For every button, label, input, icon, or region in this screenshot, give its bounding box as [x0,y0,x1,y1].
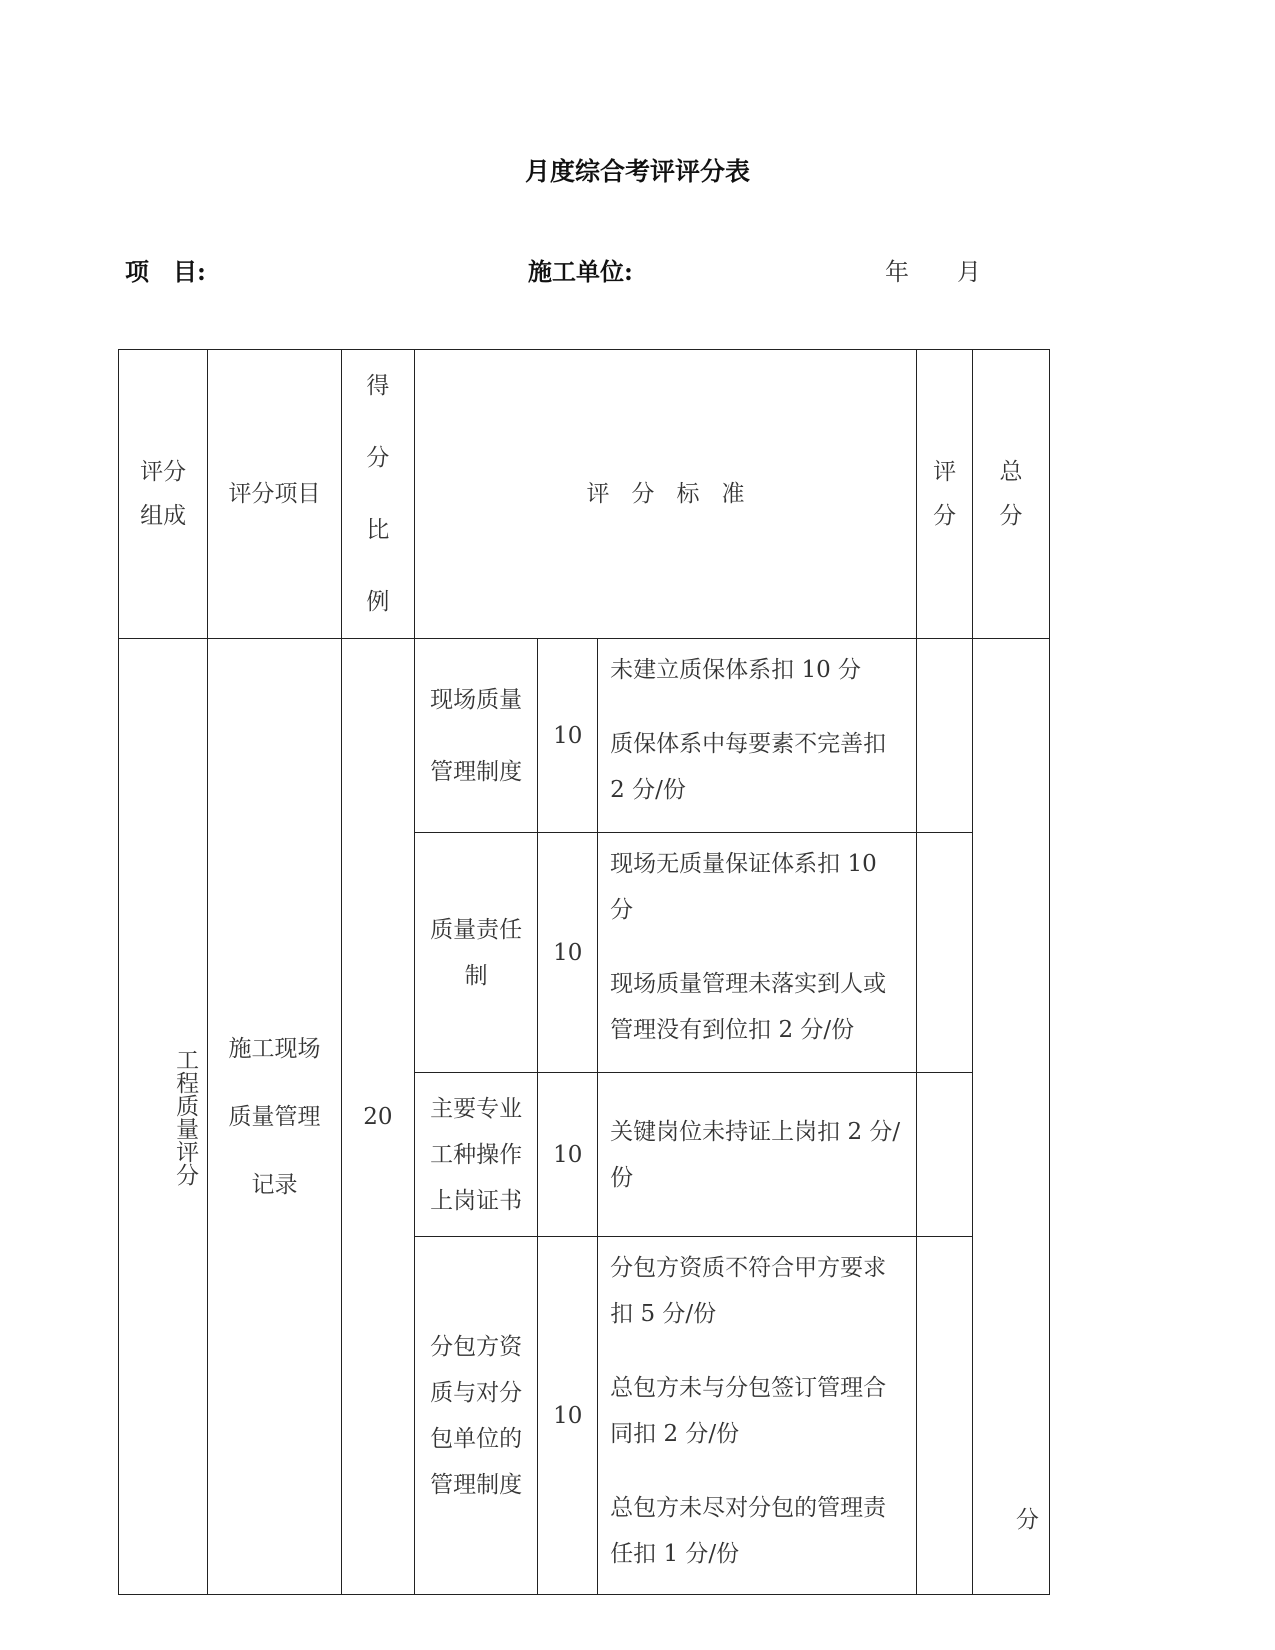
criterion-text: 总包方未与分包签订管理合同扣 2 分/份 [610,1375,887,1447]
sub-item-name: 现场质量管理制度 [414,639,538,833]
criteria-cell [598,833,917,1073]
table-row [119,639,1050,833]
composition-cell [119,639,208,1595]
month-label: 月 [957,258,981,286]
score-table [118,349,1050,1595]
criteria-cell [598,1073,917,1237]
sub-item-name: 分包方资质与对分包单位的管理制度 [414,1237,538,1595]
score-input-cell[interactable] [917,1073,973,1237]
header-ratio: 得分比例 [341,350,414,639]
sub-item-points: 10 [538,639,598,833]
sub-item-name: 主要专业工种操作上岗证书 [414,1073,538,1237]
header-row [119,350,1050,639]
total-unit: 分 [1016,1507,1039,1533]
project-label: 项 目: [125,257,206,286]
criteria-cell [598,1237,917,1595]
header-item: 评分项目 [208,350,342,639]
sub-item-points: 10 [538,1237,598,1595]
page-title: 月度综合考评评分表 [524,157,750,186]
criterion-text: 总包方未尽对分包的管理责任扣 1 分/份 [610,1495,887,1567]
year-label: 年 [885,258,909,286]
header-score: 评分 [917,350,973,639]
header-composition: 评分组成 [119,350,208,639]
composition-label: 工程质量评分 [172,1047,199,1186]
contractor-label: 施工单位: [528,257,633,286]
score-input-cell[interactable] [917,833,973,1073]
score-input-cell[interactable] [917,639,973,833]
item-cell: 施工现场质量管理记录 [208,639,342,1595]
ratio-cell: 20 [341,639,414,1595]
criterion-text: 关键岗位未持证上岗扣 2 分/份 [610,1118,901,1191]
header-criteria: 评分标准 [414,350,916,639]
header-total: 总分 [972,350,1049,639]
criterion-text: 现场质量管理未落实到人或管理没有到位扣 2 分/份 [610,971,887,1043]
criteria-cell [598,639,917,833]
criterion-text: 质保体系中每要素不完善扣 2 分/份 [610,731,887,803]
criterion-text: 未建立质保体系扣 10 分 [610,657,862,683]
criterion-text: 现场无质量保证体系扣 10 分 [610,851,877,923]
score-input-cell[interactable] [917,1237,973,1595]
sub-item-points: 10 [538,1073,598,1237]
sub-item-points: 10 [538,833,598,1073]
sub-item-name: 质量责任制 [414,833,538,1073]
total-cell [972,639,1049,1595]
criterion-text: 分包方资质不符合甲方要求扣 5 分/份 [610,1255,887,1327]
